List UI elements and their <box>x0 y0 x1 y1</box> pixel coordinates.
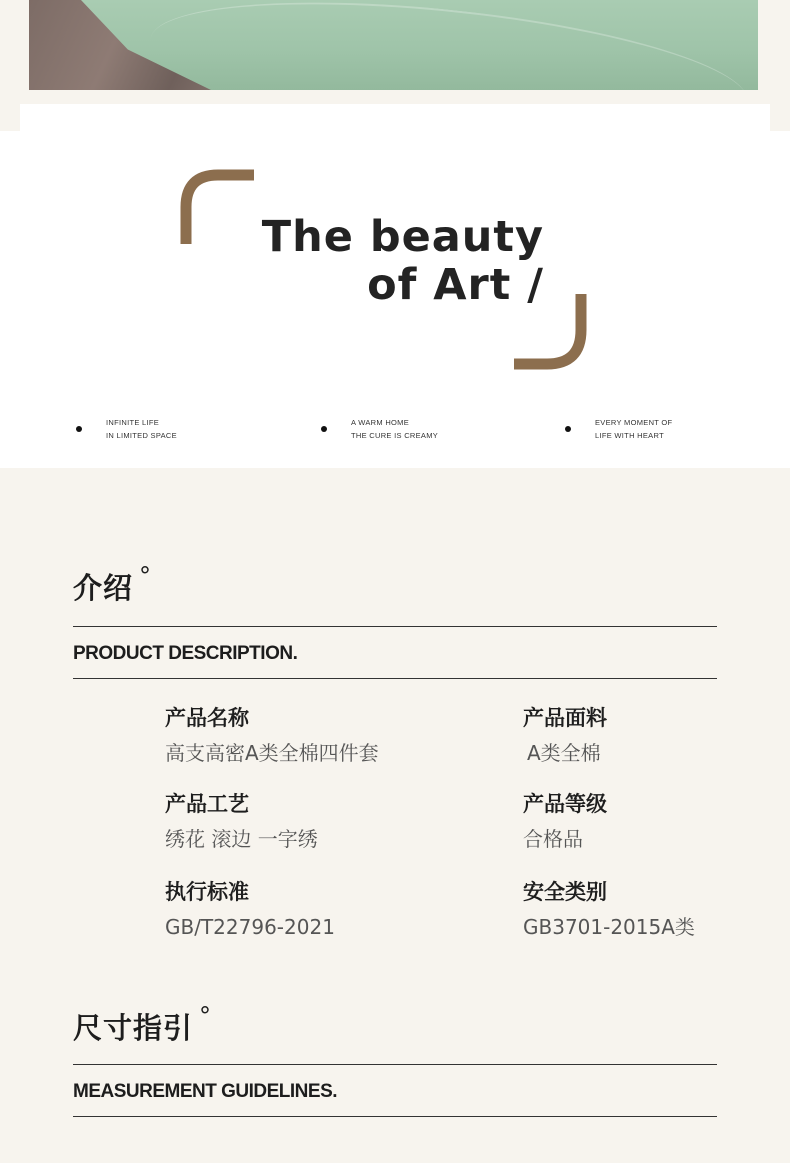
tagline-2-line-2: THE CURE IS CREAMY <box>351 431 439 440</box>
spec-value: A类全棉 <box>527 741 601 765</box>
intro-title-text: 介绍 <box>73 571 134 605</box>
art-headline <box>180 213 560 309</box>
size-guide-title <box>73 1002 213 1047</box>
tagline-3-line-1: EVERY MOMENT OF <box>595 418 673 427</box>
tagline-1-line-2: IN LIMITED SPACE <box>106 431 177 440</box>
spec-label: 产品等级 <box>523 792 607 816</box>
spec-value: GB3701-2015A类 <box>523 915 695 939</box>
bullet-dot-icon <box>76 426 82 432</box>
headline-line-1: The beauty <box>261 212 544 262</box>
bullet-dot-icon <box>565 426 571 432</box>
measurement-guidelines-heading: MEASUREMENT GUIDELINES. <box>73 1081 338 1102</box>
art-banner <box>0 131 790 468</box>
spec-grade <box>523 791 607 852</box>
spec-value: 绣花 滚边 一字绣 <box>165 827 318 851</box>
divider-line <box>73 1064 717 1065</box>
spec-label: 产品名称 <box>165 706 249 730</box>
spec-value: 合格品 <box>523 827 583 851</box>
corner-bracket-bottom-right <box>514 294 592 370</box>
tagline-2 <box>321 416 438 442</box>
degree-mark: ° <box>199 1002 213 1030</box>
product-description-heading: PRODUCT DESCRIPTION. <box>73 643 298 664</box>
spec-label: 执行标准 <box>165 880 249 904</box>
bullet-dot-icon <box>321 426 327 432</box>
spec-value: GB/T22796-2021 <box>165 915 335 939</box>
tagline-3 <box>565 416 672 442</box>
intro-title <box>73 562 153 607</box>
tagline-row <box>0 416 790 450</box>
art-panel-top <box>20 104 770 131</box>
spec-value: 高支高密A类全棉四件套 <box>165 741 379 765</box>
spec-fabric <box>523 705 607 766</box>
spec-label: 安全类别 <box>523 880 607 904</box>
headline-line-2: of Art / <box>367 260 544 310</box>
tagline-1-line-1: INFINITE LIFE <box>106 418 160 427</box>
tagline-2-line-1: A WARM HOME <box>351 418 410 427</box>
spec-label: 产品面料 <box>523 706 607 730</box>
spec-craft <box>165 791 318 852</box>
spec-standard <box>165 879 335 940</box>
spec-label: 产品工艺 <box>165 792 249 816</box>
tagline-3-line-2: LIFE WITH HEART <box>595 431 664 440</box>
degree-mark: ° <box>139 562 153 590</box>
product-photo <box>29 0 758 90</box>
fabric-fold <box>144 0 753 90</box>
size-guide-title-text: 尺寸指引 <box>73 1011 194 1045</box>
divider-line <box>73 678 717 679</box>
spec-safety-class <box>523 879 695 940</box>
tagline-1 <box>76 416 177 442</box>
spec-product-name <box>165 705 379 766</box>
divider-line <box>73 626 717 627</box>
divider-line <box>73 1116 717 1117</box>
